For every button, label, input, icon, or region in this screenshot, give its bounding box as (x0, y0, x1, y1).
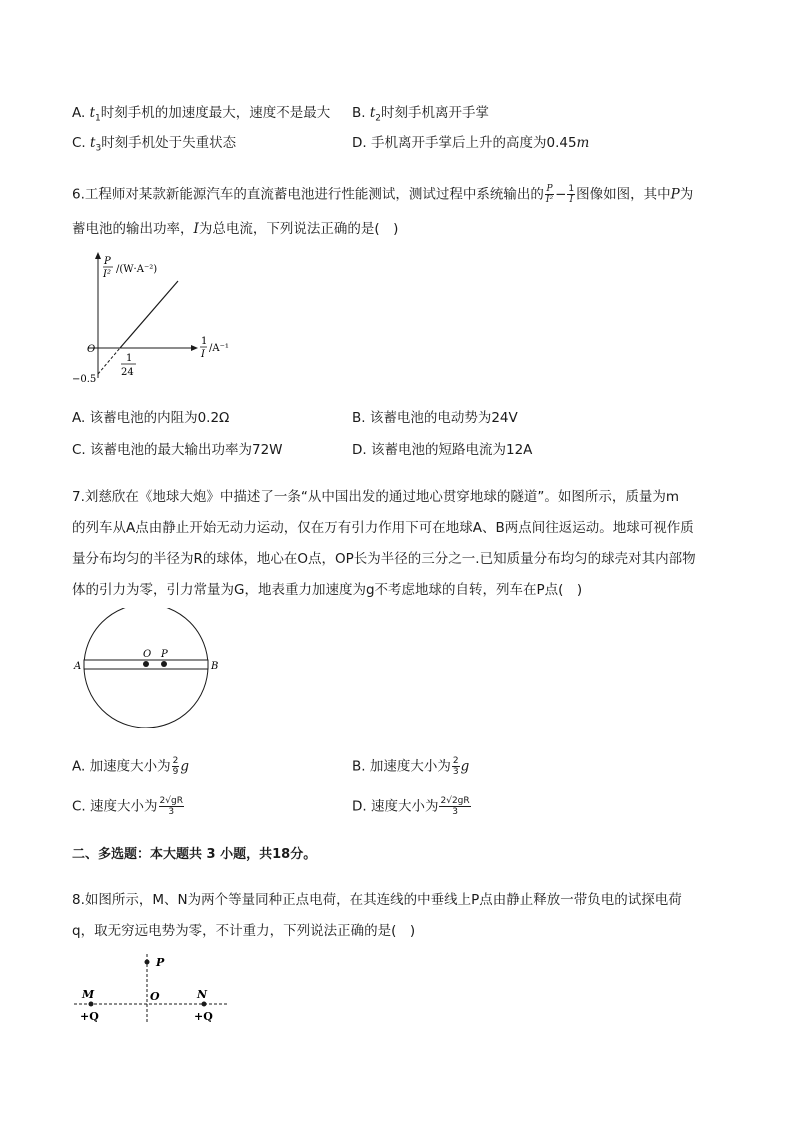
q5-option-a: A. $t_1$时刻手机的加速度最大，速度不是最大 (72, 105, 331, 124)
q6-option-b: B. 该蓄电池的电动势为24V (352, 410, 518, 426)
q6-y-unit: /(W·A⁻²) (116, 264, 158, 275)
q7-option-c: C. 速度大小为 $\frac{2√gR}{3}$ (72, 796, 183, 817)
q7-label-b: B (211, 661, 219, 672)
q6-option-d: D. 该蓄电池的短路电流为12A (352, 442, 533, 458)
q7-stem-line1: 7.刘慈欣在《地球大炮》中描述了一条“从中国出发的通过地心贯穿地球的隧道”。如图所示，质量为m (72, 489, 680, 505)
q8-label-qm: +Q (80, 1010, 99, 1023)
q6-y-arrow (95, 252, 101, 259)
q8-charges-figure (70, 950, 240, 1030)
q5-option-c: C. $t_3$时刻手机处于失重状态 (72, 135, 237, 154)
q8-stem-line2: q，取无穷远电势为零，不计重力，下列说法正确的是( ) (72, 923, 416, 939)
q6-stem-line2: 蓄电池的输出功率，I为总电流，下列说法正确的是( ) (72, 221, 399, 237)
q6-y-intercept: −0.5 (72, 374, 97, 385)
q8-label-m: M (82, 988, 95, 1001)
q8-charge-n (202, 1002, 207, 1007)
q8-label-o: O (150, 990, 160, 1003)
q7-earth-figure (66, 608, 226, 728)
q7-option-a: A. 加速度大小为 $\frac{2}{9}$ g (72, 756, 189, 777)
q6-x-label-num: 1 (201, 336, 208, 347)
q7-label-p: P (161, 649, 168, 660)
section-2-heading: 二、多选题：本大题共 3 小题，共18分。 (72, 847, 317, 862)
q6-option-c: C. 该蓄电池的最大输出功率为72W (72, 442, 283, 458)
q6-y-label-den: I² (103, 269, 111, 280)
q6-stem-line1: 6.工程师对某款新能源汽车的直流蓄电池进行性能测试，测试过程中系统输出的 $\frac{P}{\text{I²}}$ − $\frac{1}{I}$ 图像如图，其中P为 (72, 184, 694, 205)
q6-graph (66, 248, 246, 388)
q8-label-qn: +Q (194, 1010, 213, 1023)
q8-stem-line1: 8.如图所示，M、N为两个等量同种正点电荷，在其连线的中垂线上P点由静止释放一带负电的试探电荷 (72, 892, 682, 908)
q7-point-p (161, 661, 167, 667)
q6-x-intercept-den: 24 (121, 367, 134, 378)
q7-stem-line3: 量分布均匀的半径为R的球体，地心在O点，OP长为半径的三分之一.已知质量分布均匀的球壳对其内部物 (72, 551, 696, 567)
q6-data-line (120, 281, 178, 348)
q8-label-n: N (197, 988, 208, 1001)
q5-option-d: D. 手机离开手掌后上升的高度为0.45m (352, 135, 590, 151)
q7-stem-line2: 的列车从A点由静止开始无动力运动，仅在万有引力作用下可在地球A、B两点间往返运动。地球可视作质 (72, 520, 694, 536)
q6-x-intercept-num: 1 (126, 353, 133, 364)
q8-label-p: P (156, 956, 165, 969)
q7-option-b: B. 加速度大小为 $\frac{2}{3}$ g (352, 756, 470, 777)
q6-option-a: A. 该蓄电池的内阻为0.2Ω (72, 410, 230, 426)
q5-option-b: B. $t_2$时刻手机离开手掌 (352, 105, 490, 124)
q8-charge-m (89, 1002, 94, 1007)
q6-x-label-den: I (201, 349, 205, 360)
q6-x-unit: /A⁻¹ (209, 343, 229, 354)
q7-point-o (143, 661, 149, 667)
q7-stem-line4: 体的引力为零，引力常量为G，地表重力加速度为g不考虑地球的自转，列车在P点( ) (72, 582, 583, 598)
q7-label-o: O (143, 649, 152, 660)
q6-origin-label: O (87, 344, 96, 355)
q6-extrapolated-line (98, 348, 120, 374)
q7-option-d: D. 速度大小为 $\frac{2√2gR}{3}$ (352, 796, 470, 817)
q6-x-arrow (191, 345, 198, 351)
q7-label-a: A (74, 661, 82, 672)
q8-point-p (145, 960, 150, 965)
q6-y-label-num: P (104, 256, 111, 267)
